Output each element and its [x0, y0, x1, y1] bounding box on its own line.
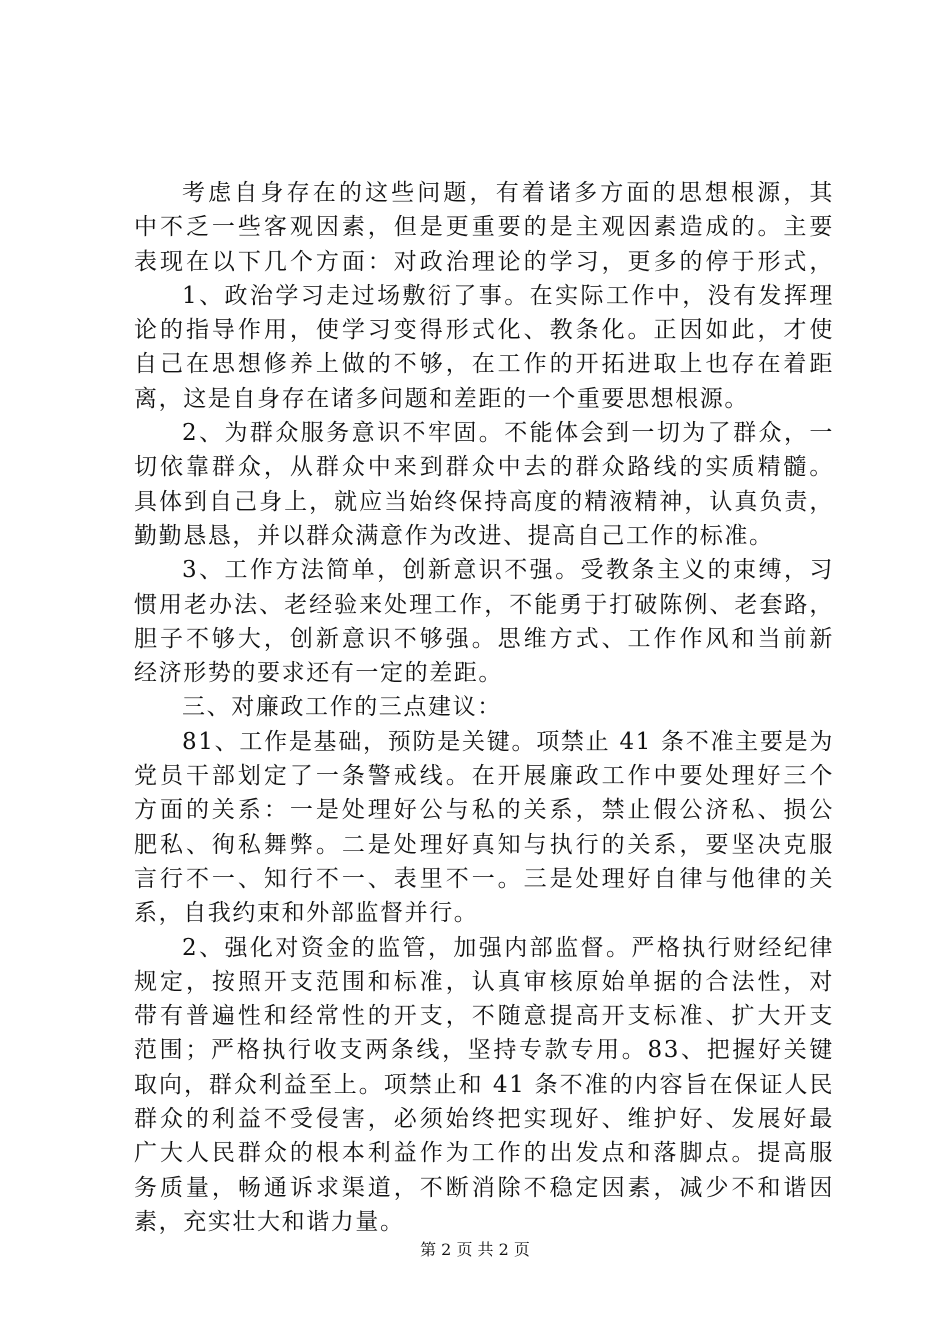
text-line: 1、政治学习走过场敷衍了事。在实际工作中，没有发挥理: [182, 282, 834, 309]
text-line: 群众的利益不受侵害，必须始终把实现好、维护好、发展好最: [134, 1106, 834, 1133]
text-line: 胆子不够大，创新意识不够强。思维方式、工作作风和当前新: [134, 625, 834, 652]
text-line: 方面的关系：一是处理好公与私的关系，禁止假公济私、损公: [134, 797, 834, 824]
text-line: 2、强化对资金的监管，加强内部监督。严格执行财经纪律: [182, 934, 834, 961]
text-line: 肥私、徇私舞弊。二是处理好真知与执行的关系，要坚决克服: [134, 831, 834, 858]
text-line: 言行不一、知行不一、表里不一。三是处理好自律与他律的关: [134, 865, 834, 892]
text-line: 2、为群众服务意识不牢固。不能体会到一切为了群众，一: [182, 420, 834, 447]
text-line: 具体到自己身上，就应当始终保持高度的精液精神，认真负责，: [134, 488, 834, 515]
text-line: 离，这是自身存在诸多问题和差距的一个重要思想根源。: [134, 385, 749, 412]
document-body: [134, 176, 834, 1239]
text-line: 切依靠群众，从群众中来到群众中去的群众路线的实质精髓。: [134, 454, 834, 481]
text-line: 论的指导作用，使学习变得形式化、教条化。正因如此，才使: [134, 317, 834, 344]
text-line: 勤勤恳恳，并以群众满意作为改进、提高自己工作的标准。: [134, 522, 774, 549]
text-line: 惯用老办法、老经验来处理工作，不能勇于打破陈例、老套路，: [134, 591, 834, 618]
text-line: 取向，群众利益至上。项禁止和 41 条不准的内容旨在保证人民: [134, 1071, 834, 1098]
text-line: 3、工作方法简单，创新意识不强。受教条主义的束缚，习: [182, 557, 834, 584]
text-line: 素，充实壮大和谐力量。: [134, 1208, 405, 1235]
text-line: 81、工作是基础，预防是关键。项禁止 41 条不准主要是为: [182, 728, 834, 755]
text-line: 务质量，畅通诉求渠道，不断消除不稳定因素，减少不和谐因: [134, 1174, 834, 1201]
text-line: 表现在以下几个方面：对政治理论的学习，更多的停于形式，: [134, 248, 834, 275]
text-line: 系，自我约束和外部监督并行。: [134, 900, 479, 927]
text-line: 规定，按照开支范围和标准，认真审核原始单据的合法性，对: [134, 968, 834, 995]
text-line: 经济形势的要求还有一定的差距。: [134, 660, 503, 687]
section-heading: 三、对廉政工作的三点建议：: [182, 694, 502, 721]
text-line: 中不乏一些客观因素，但是更重要的是主观因素造成的。主要: [134, 214, 834, 241]
text-line: 党员干部划定了一条警戒线。在开展廉政工作中要处理好三个: [134, 763, 834, 790]
page-footer: 第 2 页 共 2 页: [420, 1240, 530, 1259]
text-line: 带有普遍性和经常性的开支，不随意提高开支标准、扩大开支: [134, 1003, 834, 1030]
text-line: 自己在思想修养上做的不够，在工作的开拓进取上也存在着距: [134, 351, 834, 378]
text-line: 考虑自身存在的这些问题，有着诸多方面的思想根源，其: [182, 180, 834, 206]
text-line: 范围；严格执行收支两条线，坚持专款专用。83、把握好关键: [134, 1037, 834, 1064]
text-line: 广大人民群众的根本利益作为工作的出发点和落脚点。提高服: [134, 1140, 834, 1167]
